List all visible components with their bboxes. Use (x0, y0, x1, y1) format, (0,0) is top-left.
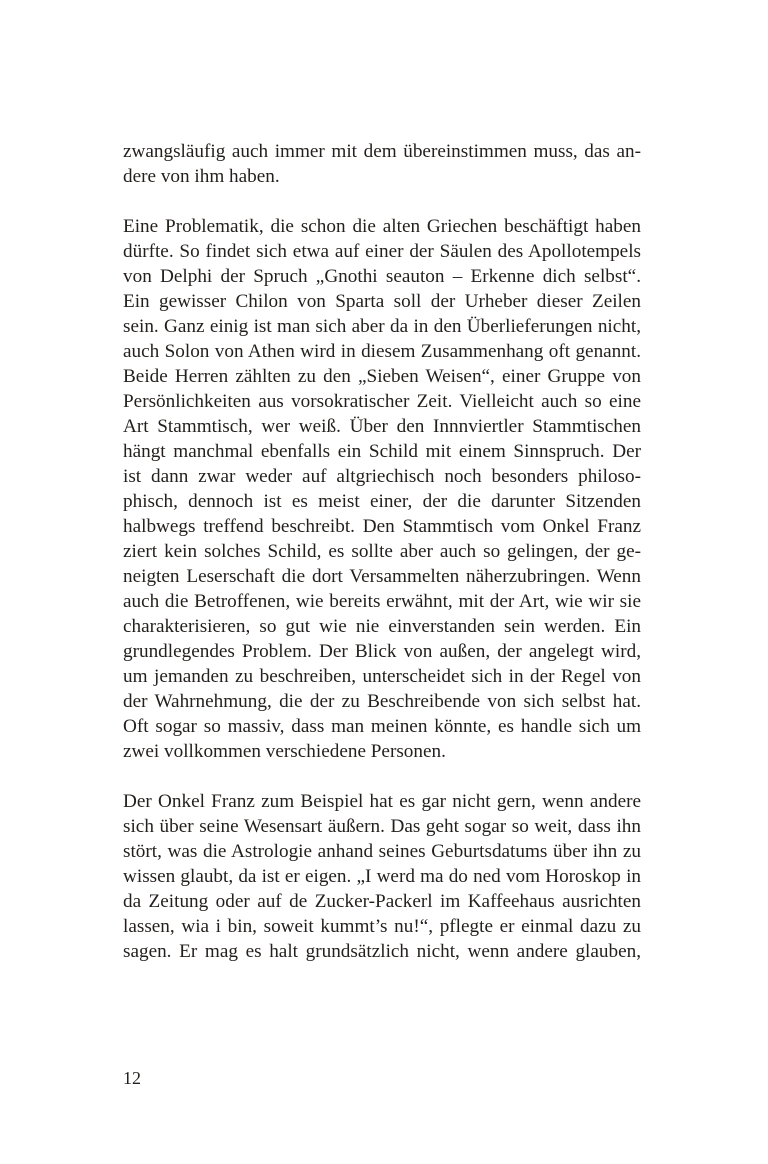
page-number: 12 (123, 1068, 141, 1088)
text-line: der Wahrnehmung, die der zu Beschreibende von sich selbst hat. (123, 691, 641, 712)
text-line: Eine Problematik, die schon die alten Griechen beschäftigt haben (123, 216, 641, 237)
text-line: um jemanden zu beschreiben, unterscheidet sich in der Regel von (123, 666, 641, 687)
text-line: von Delphi der Spruch „Gnothi seauton – Erkenne dich selbst“. (123, 266, 641, 287)
text-line: Art Stammtisch, wer weiß. Über den Innnviertler Stammtischen (123, 416, 641, 437)
text-line: Oft sogar so massiv, dass man meinen könnte, es handle sich um (123, 716, 641, 737)
text-line: sein. Ganz einig ist man sich aber da in den Überlieferungen nicht, (123, 316, 641, 337)
text-line: phisch, dennoch ist es meist einer, der die darunter Sitzenden (123, 491, 641, 512)
text-line: ist dann zwar weder auf altgriechisch noch besonders philoso- (123, 466, 641, 487)
text-line: wissen glaubt, da ist er eigen. „I werd ma do ned vom Horoskop in (123, 866, 641, 887)
text-line: stört, was die Astrologie anhand seines Geburtsdatums über ihn zu (123, 841, 641, 862)
text-line: Der Onkel Franz zum Beispiel hat es gar nicht gern, wenn andere (123, 791, 641, 812)
text-line: charakterisieren, so gut wie nie einverstanden sein werden. Ein (123, 616, 641, 637)
text-line: dere von ihm haben. (123, 166, 280, 187)
text-line: lassen, wia i bin, soweit kummt’s nu!“, pflegte er einmal dazu zu (123, 916, 641, 937)
text-line: sich über seine Wesensart äußern. Das geht sogar so weit, dass ihn (123, 816, 641, 837)
text-line: zwangsläufig auch immer mit dem übereinstimmen muss, das an- (123, 141, 641, 162)
paragraph-1 (123, 139, 641, 189)
text-line: da Zeitung oder auf de Zucker-Packerl im Kaffeehaus ausrichten (123, 891, 641, 912)
text-line: hängt manchmal ebenfalls ein Schild mit einem Sinnspruch. Der (123, 441, 641, 462)
text-line: ziert kein solches Schild, es sollte aber auch so gelingen, der ge- (123, 541, 641, 562)
text-line: zwei vollkommen verschiedene Personen. (123, 741, 446, 762)
text-line: Persönlichkeiten aus vorsokratischer Zeit. Vielleicht auch so eine (123, 391, 641, 412)
text-line: Beide Herren zählten zu den „Sieben Weisen“, einer Gruppe von (123, 366, 641, 387)
text-line: sagen. Er mag es halt grundsätzlich nicht, wenn andere glauben, (123, 941, 641, 962)
paragraph-3 (123, 789, 641, 964)
text-line: dürfte. So findet sich etwa auf einer der Säulen des Apollotempels (123, 241, 641, 262)
text-line: Ein gewisser Chilon von Sparta soll der Urheber dieser Zeilen (123, 291, 641, 312)
text-line: neigten Leserschaft die dort Versammelten näherzubringen. Wenn (123, 566, 641, 587)
paragraph-2 (123, 214, 641, 764)
text-line: auch die Betroffenen, wie bereits erwähnt, mit der Art, wie wir sie (123, 591, 641, 612)
body-text (123, 139, 641, 989)
text-line: grundlegendes Problem. Der Blick von außen, der angelegt wird, (123, 641, 641, 662)
text-line: auch Solon von Athen wird in diesem Zusammenhang oft genannt. (123, 341, 641, 362)
text-line: halbwegs treffend beschreibt. Den Stammtisch vom Onkel Franz (123, 516, 641, 537)
